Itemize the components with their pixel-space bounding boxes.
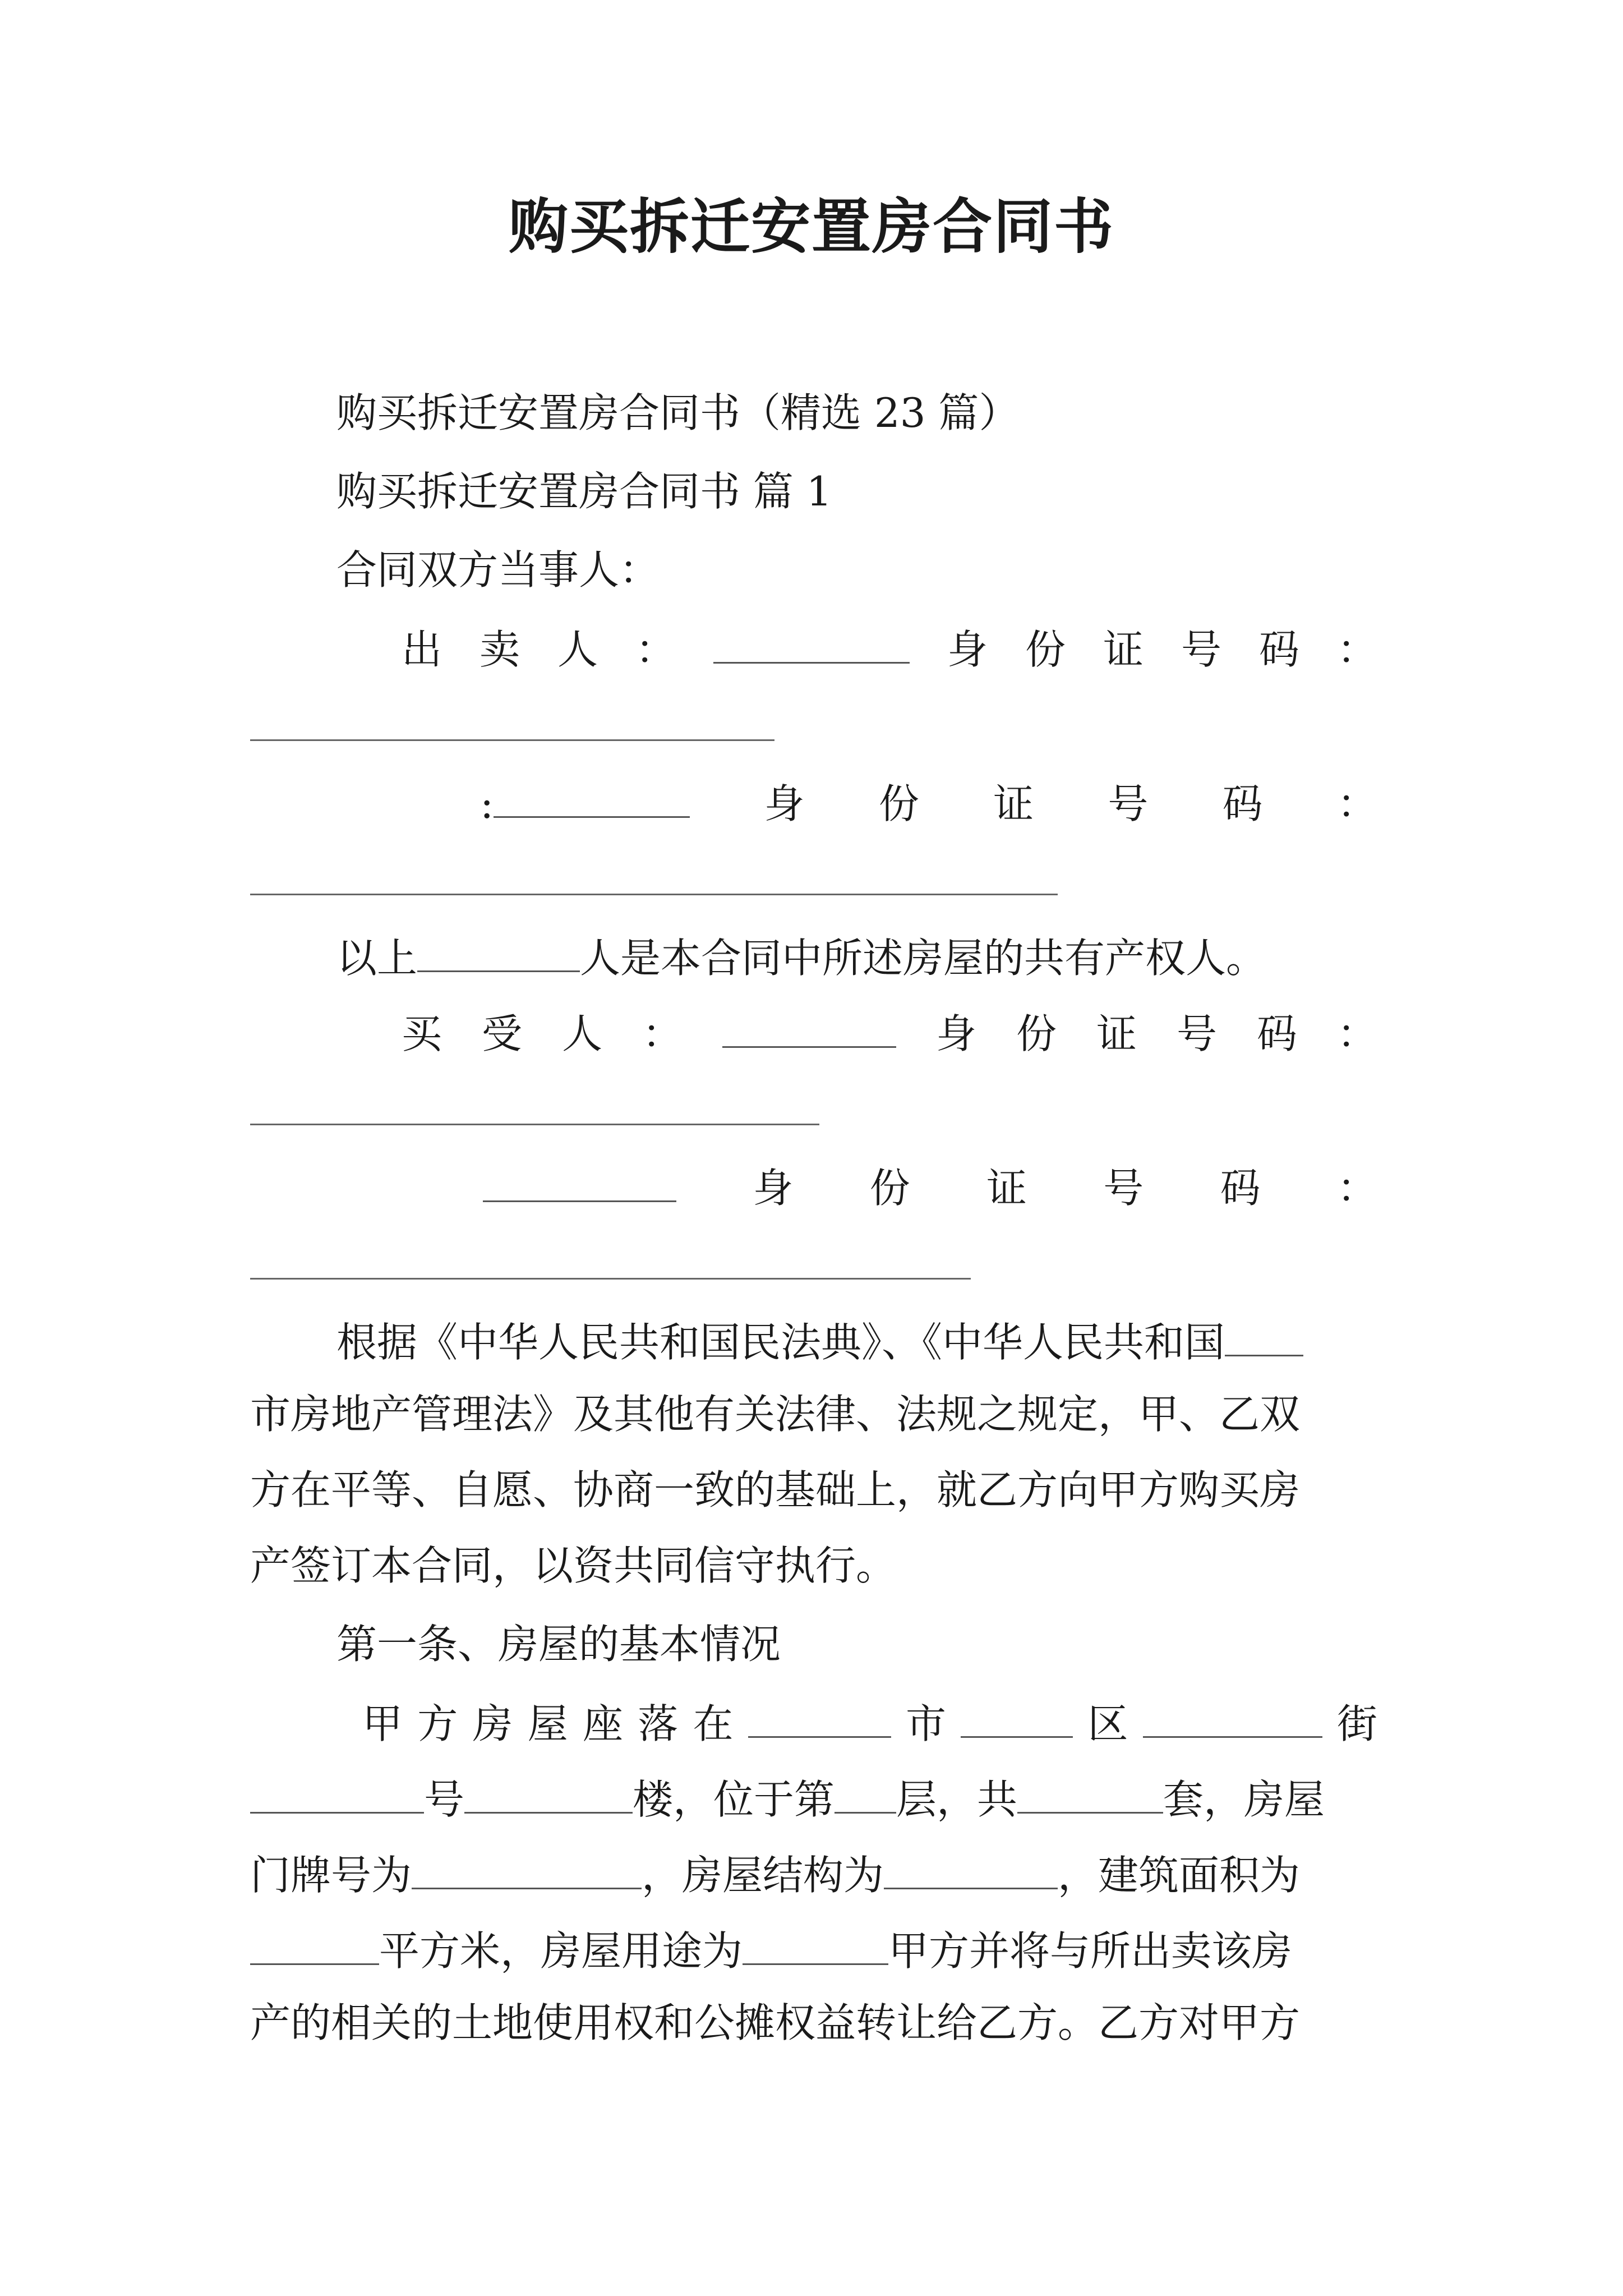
- transfer-label: 甲方并将与所出卖该房: [888, 1927, 1293, 1975]
- id-label-char: 身: [947, 625, 988, 673]
- floor-blank: [834, 1775, 896, 1814]
- id-label-char: 证: [986, 1164, 1027, 1212]
- article-1-line-5: 产的相关的土地使用权和公摊权益转让给乙方。乙方对甲方: [250, 1999, 1301, 2046]
- id-label-char: ：: [1336, 1164, 1377, 1212]
- co-owner-before: 以上: [336, 934, 418, 982]
- city-name-blank: [1225, 1318, 1303, 1356]
- id-label-char: 份: [869, 1164, 910, 1212]
- id-label-char: 份: [1016, 1010, 1057, 1057]
- id-label-char: ：: [1336, 1010, 1377, 1057]
- street-label: 街: [1336, 1700, 1377, 1747]
- id-label-char: 身: [764, 780, 805, 827]
- buyer-line: [250, 1010, 1377, 1057]
- page-title: 购买拆迁安置房合同书: [509, 191, 1114, 261]
- city-blank: [748, 1700, 891, 1738]
- basis-line-2: 市房地产管理法》及其他有关法律、法规之规定，甲、乙双: [250, 1391, 1301, 1438]
- number-blank: [250, 1775, 424, 1814]
- id-label-char: 证: [1103, 625, 1144, 673]
- article-1-line-3: [250, 1851, 1301, 1899]
- seller-name-blank: [713, 625, 910, 664]
- district-label: 区: [1087, 1700, 1128, 1747]
- co-buyer-name-blank: [483, 1164, 676, 1202]
- article-1-line-2: [250, 1775, 1325, 1823]
- buyer-id-blank: [250, 1124, 819, 1125]
- location-char: 房: [472, 1700, 513, 1747]
- floor-label: 层，共: [896, 1775, 1018, 1823]
- location-char: 落: [638, 1700, 679, 1747]
- units-label: 套，房屋: [1163, 1775, 1325, 1823]
- co-seller-colon: :: [480, 780, 494, 827]
- id-label-char: ：: [1336, 625, 1377, 673]
- usage-blank: [743, 1927, 888, 1965]
- article-1-line-4: [250, 1927, 1293, 1975]
- doorplate-label: 门牌号为: [250, 1851, 412, 1899]
- number-label: 号: [424, 1775, 465, 1823]
- basis-text: 根据《中华人民共和国民法典》、《中华人民共和国: [336, 1318, 1225, 1366]
- id-label-char: 号: [1108, 780, 1149, 827]
- article-1-heading: 第一条、房屋的基本情况: [336, 1621, 781, 1668]
- city-label: 市: [905, 1700, 946, 1747]
- id-label-char: 号: [1176, 1010, 1217, 1057]
- id-label-char: 号: [1181, 625, 1221, 673]
- co-owner-note: [336, 934, 1267, 982]
- id-label-char: 份: [1025, 625, 1066, 673]
- location-char: 屋: [527, 1700, 568, 1747]
- id-label-char: 号: [1103, 1164, 1144, 1212]
- seller-char: 出: [402, 625, 442, 673]
- id-label-char: 码: [1220, 1164, 1261, 1212]
- location-char: 甲: [362, 1700, 403, 1747]
- buyer-char: 人: [562, 1010, 603, 1057]
- section-heading: 购买拆迁安置房合同书 篇 1: [336, 468, 832, 515]
- seller-char: ：: [635, 625, 676, 673]
- id-label-char: 证: [1096, 1010, 1137, 1057]
- co-seller-name-blank: [494, 780, 690, 818]
- id-label-char: 证: [993, 780, 1034, 827]
- co-buyer-id-blank: [250, 1278, 971, 1280]
- structure-label: ，房屋结构为: [642, 1851, 884, 1899]
- buyer-char: ：: [642, 1010, 683, 1057]
- id-label-char: ：: [1336, 780, 1377, 827]
- co-seller-id-blank: [250, 894, 1058, 895]
- location-char: 座: [583, 1700, 624, 1747]
- buyer-char: 买: [402, 1010, 442, 1057]
- id-label-char: 身: [935, 1010, 976, 1057]
- co-owner-count-blank: [417, 934, 580, 972]
- building-label: 楼，位于第: [633, 1775, 835, 1823]
- doorplate-blank: [412, 1851, 642, 1889]
- sqm-label: 平方米，房屋用途为: [379, 1927, 743, 1975]
- seller-char: 卖: [479, 625, 520, 673]
- id-label-char: 份: [878, 780, 919, 827]
- id-label-char: 身: [753, 1164, 794, 1212]
- basis-line-3: 方在平等、自愿、协商一致的基础上，就乙方向甲方购买房: [250, 1466, 1301, 1513]
- co-seller-name: [480, 780, 690, 827]
- district-blank: [961, 1700, 1073, 1738]
- seller-id-blank: [250, 739, 774, 741]
- subtitle: 购买拆迁安置房合同书（精选 23 篇）: [336, 389, 1020, 436]
- basis-line-4: 产签订本合同，以资共同信守执行。: [250, 1542, 897, 1589]
- id-label-char: 码: [1258, 625, 1299, 673]
- id-label-char: 码: [1256, 1010, 1297, 1057]
- article-1-location-line: [250, 1700, 1377, 1747]
- co-buyer-line: [250, 1164, 1377, 1212]
- buyer-char: 受: [482, 1010, 523, 1057]
- street-blank: [1143, 1700, 1322, 1738]
- buyer-name-blank: [722, 1010, 896, 1048]
- structure-blank: [884, 1851, 1058, 1889]
- units-blank: [1017, 1775, 1163, 1814]
- parties-heading: 合同双方当事人：: [336, 546, 660, 593]
- building-blank: [464, 1775, 633, 1814]
- id-label-char: 码: [1222, 780, 1263, 827]
- area-blank: [250, 1927, 379, 1965]
- basis-line-1: [336, 1318, 1303, 1366]
- location-char: 在: [693, 1700, 734, 1747]
- co-owner-after: 人是本合同中所述房屋的共有产权人。: [580, 934, 1267, 982]
- seller-char: 人: [557, 625, 598, 673]
- co-seller-line: [250, 780, 1377, 827]
- area-label: ，建筑面积为: [1058, 1851, 1301, 1899]
- seller-line: [250, 625, 1377, 673]
- location-char: 方: [417, 1700, 458, 1747]
